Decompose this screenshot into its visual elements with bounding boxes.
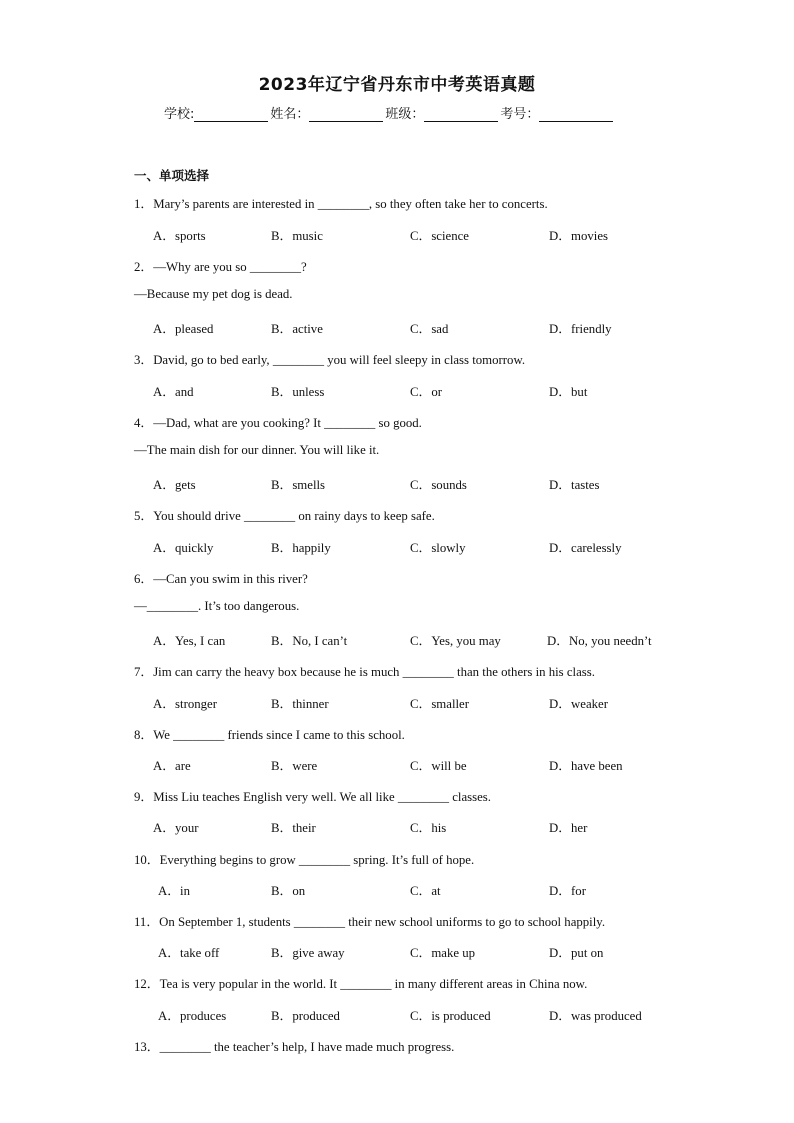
question-4-stem: 4．—Dad, what are you cooking? It ________ so good. — [134, 416, 422, 430]
option-a[interactable]: A．produces — [158, 1009, 227, 1023]
question-11-stem: 11．On September 1, students ________ their new school uniforms to go to school happily. — [134, 915, 606, 929]
class-blank[interactable] — [424, 108, 498, 122]
option-c[interactable]: C．sad — [410, 322, 449, 336]
question-10-options — [0, 880, 586, 898]
option-b[interactable]: B．on — [271, 884, 306, 898]
question-6-options — [0, 630, 652, 648]
option-d[interactable]: D．was produced — [549, 1009, 642, 1023]
question-2-options — [0, 318, 612, 336]
option-b[interactable]: B．were — [271, 759, 318, 773]
option-d[interactable]: D．tastes — [549, 478, 600, 492]
student-info-row — [164, 103, 615, 122]
option-b[interactable]: B．give away — [271, 946, 345, 960]
option-c[interactable]: C．at — [410, 884, 441, 898]
option-a[interactable]: A．take off — [158, 946, 220, 960]
question-9-options — [0, 817, 588, 835]
question-2-reply: —Because my pet dog is dead. — [134, 287, 293, 301]
question-11-options — [0, 942, 604, 960]
option-c[interactable]: C．smaller — [410, 697, 469, 711]
option-c[interactable]: C．Yes, you may — [410, 634, 501, 648]
question-3-options — [0, 381, 588, 399]
exam-number-label: 考号： — [500, 107, 540, 122]
option-b[interactable]: B．active — [271, 322, 323, 336]
option-c[interactable]: C．his — [410, 821, 447, 835]
question-5-stem: 5．You should drive ________ on rainy days to keep safe. — [134, 509, 435, 523]
option-b[interactable]: B．thinner — [271, 697, 329, 711]
option-b[interactable]: B．No, I can’t — [271, 634, 348, 648]
option-b[interactable]: B．music — [271, 229, 323, 243]
option-d[interactable]: D．movies — [549, 229, 609, 243]
question-1-stem: 1．Mary’s parents are interested in ________, so they often take her to concerts. — [134, 197, 548, 211]
option-d[interactable]: D．No, you needn’t — [547, 634, 652, 648]
option-c[interactable]: C．slowly — [410, 541, 466, 555]
option-c[interactable]: C．sounds — [410, 478, 467, 492]
option-c[interactable]: C．make up — [410, 946, 476, 960]
option-c[interactable]: C．is produced — [410, 1009, 491, 1023]
option-a[interactable]: A．your — [153, 821, 199, 835]
option-a[interactable]: A．sports — [153, 229, 206, 243]
question-9-stem: 9．Miss Liu teaches English very well. We all like ________ classes. — [134, 790, 491, 804]
option-c[interactable]: C．science — [410, 229, 469, 243]
option-a[interactable]: A．in — [158, 884, 190, 898]
question-12-options — [0, 1005, 642, 1023]
question-4-options — [0, 474, 600, 492]
class-label: 班级： — [385, 107, 425, 122]
name-label: 姓名： — [270, 107, 310, 122]
option-d[interactable]: D．but — [549, 385, 588, 399]
option-d[interactable]: D．for — [549, 884, 586, 898]
option-c[interactable]: C．will be — [410, 759, 467, 773]
question-6-stem: 6．—Can you swim in this river? — [134, 572, 308, 586]
option-d[interactable]: D．weaker — [549, 697, 608, 711]
question-10-stem: 10．Everything begins to grow ________ spring. It’s full of hope. — [134, 853, 475, 867]
exam-number-blank[interactable] — [539, 108, 613, 122]
school-blank[interactable] — [194, 108, 268, 122]
option-a[interactable]: A．Yes, I can — [153, 634, 226, 648]
question-5-options — [0, 537, 622, 555]
option-a[interactable]: A．and — [153, 385, 194, 399]
question-12-stem: 12．Tea is very popular in the world. It ________ in many different areas in China now. — [134, 977, 588, 991]
question-7-stem: 7．Jim can carry the heavy box because he is much ________ than the others in his class. — [134, 665, 595, 679]
question-6-reply: —________. It’s too dangerous. — [134, 599, 300, 613]
option-d[interactable]: D．her — [549, 821, 588, 835]
question-3-stem: 3．David, go to bed early, ________ you will feel sleepy in class tomorrow. — [134, 353, 526, 367]
option-d[interactable]: D．have been — [549, 759, 623, 773]
name-blank[interactable] — [309, 108, 383, 122]
question-2-stem: 2．—Why are you so ________? — [134, 260, 307, 274]
option-b[interactable]: B．happily — [271, 541, 331, 555]
page-title: 2023年辽宁省丹东市中考英语真题 — [258, 75, 536, 95]
option-b[interactable]: B．smells — [271, 478, 326, 492]
question-4-reply: —The main dish for our dinner. You will like it. — [134, 443, 380, 457]
option-c[interactable]: C．or — [410, 385, 442, 399]
option-d[interactable]: D．friendly — [549, 322, 612, 336]
question-8-options — [0, 755, 623, 773]
question-7-options — [0, 693, 608, 711]
option-d[interactable]: D．put on — [549, 946, 604, 960]
question-13-stem: 13．________ the teacher’s help, I have made much progress. — [134, 1040, 455, 1054]
option-d[interactable]: D．carelessly — [549, 541, 622, 555]
option-a[interactable]: A．stronger — [153, 697, 217, 711]
school-label: 学校: — [164, 107, 195, 122]
question-1-options — [0, 225, 609, 243]
option-b[interactable]: B．produced — [271, 1009, 340, 1023]
option-a[interactable]: A．gets — [153, 478, 196, 492]
section-title: 一、单项选择 — [134, 168, 210, 183]
option-a[interactable]: A．pleased — [153, 322, 214, 336]
question-8-stem: 8．We ________ friends since I came to this school. — [134, 728, 405, 742]
option-b[interactable]: B．unless — [271, 385, 325, 399]
option-a[interactable]: A．are — [153, 759, 191, 773]
option-a[interactable]: A．quickly — [153, 541, 214, 555]
option-b[interactable]: B．their — [271, 821, 316, 835]
